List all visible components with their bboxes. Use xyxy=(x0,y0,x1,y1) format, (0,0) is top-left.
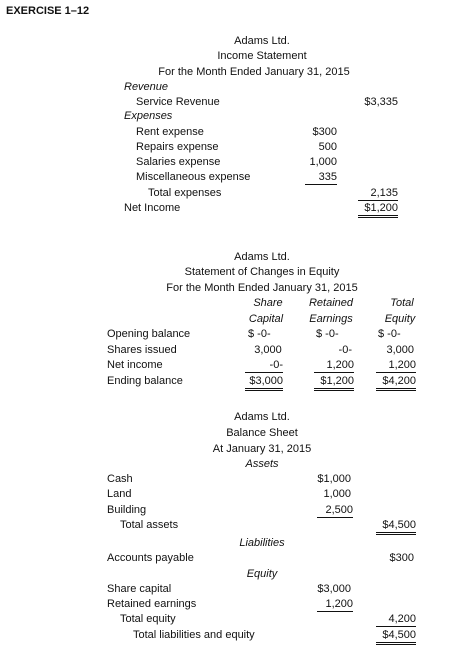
bs-retained-earnings-value: 1,200 xyxy=(317,598,353,612)
eq-header-earnings: Earnings xyxy=(309,313,353,325)
eq-row-share: $ -0- xyxy=(248,328,271,340)
eq-header-share: Share xyxy=(253,297,283,309)
eq-row-label: Shares issued xyxy=(107,344,177,356)
bs-company: Adams Ltd. xyxy=(234,411,290,423)
is-service-revenue-value: $3,335 xyxy=(364,96,398,108)
bs-accounts-payable-value: $300 xyxy=(389,552,414,564)
bs-total-assets-label: Total assets xyxy=(120,519,179,531)
is-expense-label: Rent expense xyxy=(136,126,204,138)
is-expense-value: 1,000 xyxy=(309,156,337,168)
eq-row-retained: $ -0- xyxy=(316,328,339,340)
eq-row-label: Opening balance xyxy=(107,328,191,340)
is-total-expenses-label: Total expenses xyxy=(148,187,222,199)
bs-assets-heading: Assets xyxy=(245,458,279,470)
bs-share-capital-label: Share capital xyxy=(107,583,172,595)
bs-share-capital-value: $3,000 xyxy=(317,583,351,595)
bs-total-liab-equity-label: Total liabilities and equity xyxy=(133,629,255,641)
bs-liabilities-heading: Liabilities xyxy=(239,537,285,549)
eq-row-label: Net income xyxy=(107,359,163,371)
eq-row-total: $4,200 xyxy=(376,375,416,391)
bs-date: At January 31, 2015 xyxy=(212,443,312,455)
eq-row-retained: 1,200 xyxy=(314,359,354,373)
is-title: Income Statement xyxy=(217,50,307,62)
is-net-income-value: $1,200 xyxy=(358,202,398,218)
bs-total-liab-equity-value: $4,500 xyxy=(376,629,416,645)
is-period: For the Month Ended January 31, 2015 xyxy=(158,66,350,78)
eq-row-retained: -0- xyxy=(338,344,352,356)
eq-row-total: 3,000 xyxy=(386,344,414,356)
is-service-revenue-label: Service Revenue xyxy=(136,96,220,108)
bs-asset-value: 2,500 xyxy=(317,504,353,518)
is-net-income-label: Net Income xyxy=(124,202,181,214)
bs-asset-value: $1,000 xyxy=(317,473,351,485)
eq-period: For the Month Ended January 31, 2015 xyxy=(166,282,358,294)
eq-header-total: Total xyxy=(390,297,414,309)
bs-asset-label: Building xyxy=(107,504,147,516)
bs-asset-label: Land xyxy=(107,488,132,500)
eq-row-share: $3,000 xyxy=(245,375,283,391)
is-expense-label: Miscellaneous expense xyxy=(136,171,251,183)
bs-asset-value: 1,000 xyxy=(323,488,351,500)
is-expenses-heading: Expenses xyxy=(124,110,173,122)
eq-header-equity: Equity xyxy=(384,313,416,325)
eq-row-share: 3,000 xyxy=(254,344,282,356)
eq-header-capital: Capital xyxy=(248,313,284,325)
is-expense-label: Repairs expense xyxy=(136,141,219,153)
is-total-expenses-value: 2,135 xyxy=(358,187,398,201)
bs-accounts-payable-label: Accounts payable xyxy=(107,552,194,564)
eq-row-share: -0- xyxy=(245,359,283,373)
bs-retained-earnings-label: Retained earnings xyxy=(107,598,197,610)
bs-total-equity-value: 4,200 xyxy=(376,613,416,627)
bs-total-equity-label: Total equity xyxy=(120,613,176,625)
is-expense-value: 500 xyxy=(318,141,337,153)
bs-total-assets-value: $4,500 xyxy=(376,519,416,535)
is-revenue-heading: Revenue xyxy=(124,81,169,93)
is-expense-value: 335 xyxy=(305,171,337,185)
eq-row-total: $ -0- xyxy=(378,328,401,340)
bs-title: Balance Sheet xyxy=(226,427,298,439)
eq-row-label: Ending balance xyxy=(107,375,183,387)
eq-title: Statement of Changes in Equity xyxy=(184,266,340,278)
eq-company: Adams Ltd. xyxy=(234,251,290,263)
exercise-title: EXERCISE 1–12 xyxy=(6,5,90,17)
bs-asset-label: Cash xyxy=(107,473,133,485)
is-company: Adams Ltd. xyxy=(234,35,290,47)
eq-row-retained: $1,200 xyxy=(314,375,354,391)
is-expense-label: Salaries expense xyxy=(136,156,221,168)
bs-equity-heading: Equity xyxy=(246,568,278,580)
is-expense-value: $300 xyxy=(312,126,337,138)
eq-header-retained: Retained xyxy=(308,297,354,309)
eq-row-total: 1,200 xyxy=(376,359,416,373)
